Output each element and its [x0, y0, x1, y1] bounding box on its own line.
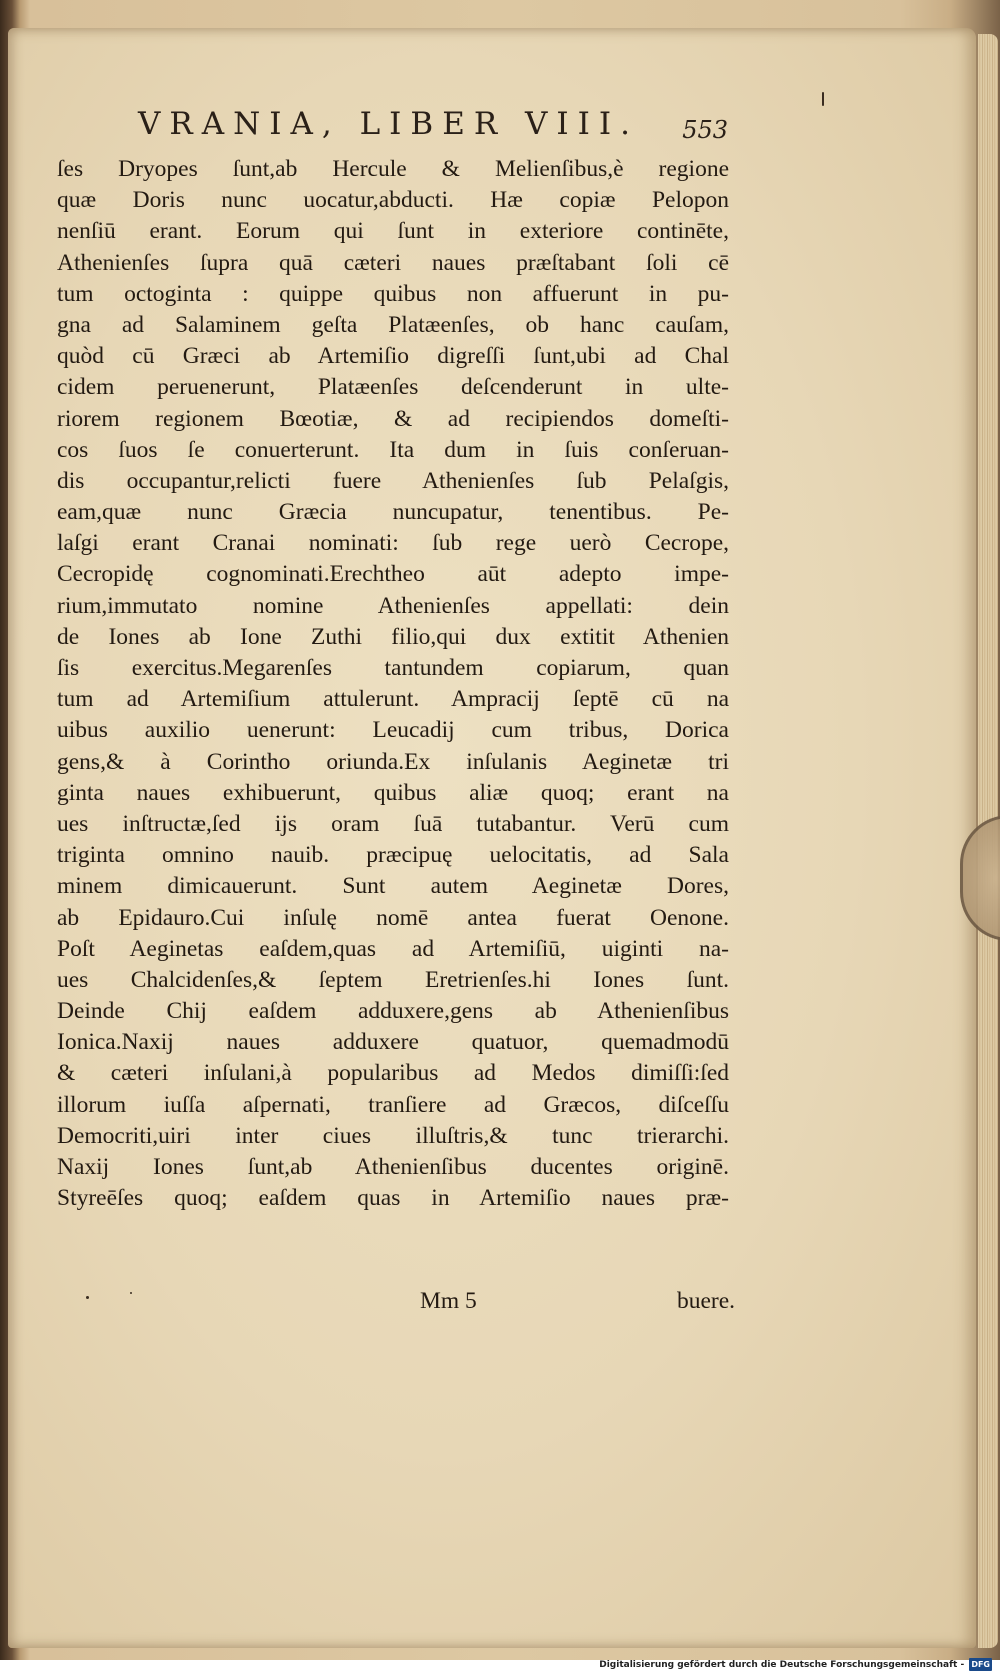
text-line: cidem peruenerunt, Platæenſes deſcenderunt in ulte- [57, 374, 729, 401]
text-line: ſis exercitus.Megarenſes tantundem copiarum, quan [57, 655, 729, 681]
text-line: ues inſtructæ,ſed ijs oram ſuā tutabantur. Verū cum [57, 810, 729, 837]
text-line: ues Chalcidenſes,& ſeptem Eretrienſes.hi Iones ſunt. [57, 966, 729, 993]
text-line: uibus auxilio uenerunt: Leucadij cum tribus, Dorica [57, 717, 729, 744]
footer-credit-wrap [599, 1658, 992, 1672]
text-line: laſgi erant Cranai nominati: ſub rege uerò Cecrope, [57, 530, 729, 557]
footer-credit: Digitalisierung gefördert durch die Deutsche Forschungsgemeinschaft - [599, 1660, 965, 1670]
text-line: Poſt Aeginetas eaſdem,quas ad Artemiſiū, uiginti na- [57, 935, 729, 962]
text-line: riorem regionem Bœotiæ, & ad recipiendos domeſti- [57, 405, 729, 432]
text-line: gna ad Salaminem geſta Platæenſes, ob hanc cauſam, [57, 311, 729, 338]
footer-bar [0, 1660, 1000, 1671]
text-line: minem dimicauerunt. Sunt autem Aeginetæ Dores, [57, 873, 729, 900]
text-line: de Iones ab Ione Zuthi filio,qui dux extitit Athenien [57, 623, 729, 650]
page-number: 553 [682, 116, 728, 144]
text-line: tum octoginta : quippe quibus non affuerunt in pu- [57, 280, 729, 307]
text-line: Cecropidę cognominati.Erechtheo aūt adepto impe- [57, 561, 729, 588]
text-line: triginta omnino nauib. præcipuę uelocitatis, ad Sala [57, 842, 729, 869]
text-line: nenſiū erant. Eorum qui ſunt in exteriore continēte, [57, 218, 729, 245]
text-line: Athenienſes ſupra quā cæteri naues præſtabant ſoli cē [57, 249, 729, 276]
text-line: dis occupantur,relicti fuere Athenienſes ſub Pelaſgis, [57, 467, 729, 494]
running-title: VRANIA, LIBER VIII. [138, 106, 639, 142]
text-line: illorum iuſſa aſpernati, tranſiere ad Græcos, diſceſſu [57, 1091, 729, 1118]
text-line: Deinde Chij eaſdem adduxere,gens ab Athenienſibus [57, 998, 729, 1025]
body-text [57, 154, 729, 1214]
text-line: ab Epidauro.Cui inſulę nomē antea fuerat Oenone. [57, 904, 729, 931]
text-line: Democriti,uiri inter ciues illuſtris,& tunc trierarchi. [57, 1122, 729, 1149]
text-line: eam,quæ nunc Græcia nuncupatur, tenentibus. Pe- [57, 499, 729, 526]
text-line: ſes Dryopes ſunt,ab Hercule & Melienſibus,è regione [57, 156, 729, 182]
text-line: tum ad Artemiſium attulerunt. Ampracij ſeptē cū na [57, 686, 729, 713]
ink-speck [822, 92, 824, 106]
text-line: Ionica.Naxij naues adduxere quatuor, quemadmodū [57, 1029, 729, 1056]
text-line: quòd cū Græci ab Artemiſio digreſſi ſunt,ubi ad Chal [57, 343, 729, 370]
text-line: Styreēſes quoq; eaſdem quas in Artemiſio naues præ- [57, 1185, 729, 1212]
text-line: ginta naues exhibuerunt, quibus aliæ quoq; erant na [57, 779, 729, 806]
text-line: cos ſuos ſe conuerterunt. Ita dum in ſuis conſeruan- [57, 436, 729, 463]
text-line: & cæteri inſulani,à popularibus ad Medos dimiſſi:ſed [57, 1060, 729, 1087]
catchword: buere. [676, 1288, 735, 1314]
catchline [420, 1288, 735, 1322]
ink-speck [86, 1296, 89, 1299]
signature-mark: Mm 5 [420, 1288, 477, 1314]
text-line: Naxij Iones ſunt,ab Athenienſibus ducentes originē. [57, 1154, 729, 1180]
text-line: rium,immutato nomine Athenienſes appellati: dein [57, 592, 729, 619]
ink-speck [130, 1292, 132, 1294]
text-line: quæ Doris nunc uocatur,abducti. Hæ copiæ Pelopon [57, 187, 729, 214]
text-line: gens,& à Corintho oriunda.Ex inſulanis Aeginetæ tri [57, 748, 729, 775]
dfg-logo-icon: DFG [971, 1660, 990, 1669]
